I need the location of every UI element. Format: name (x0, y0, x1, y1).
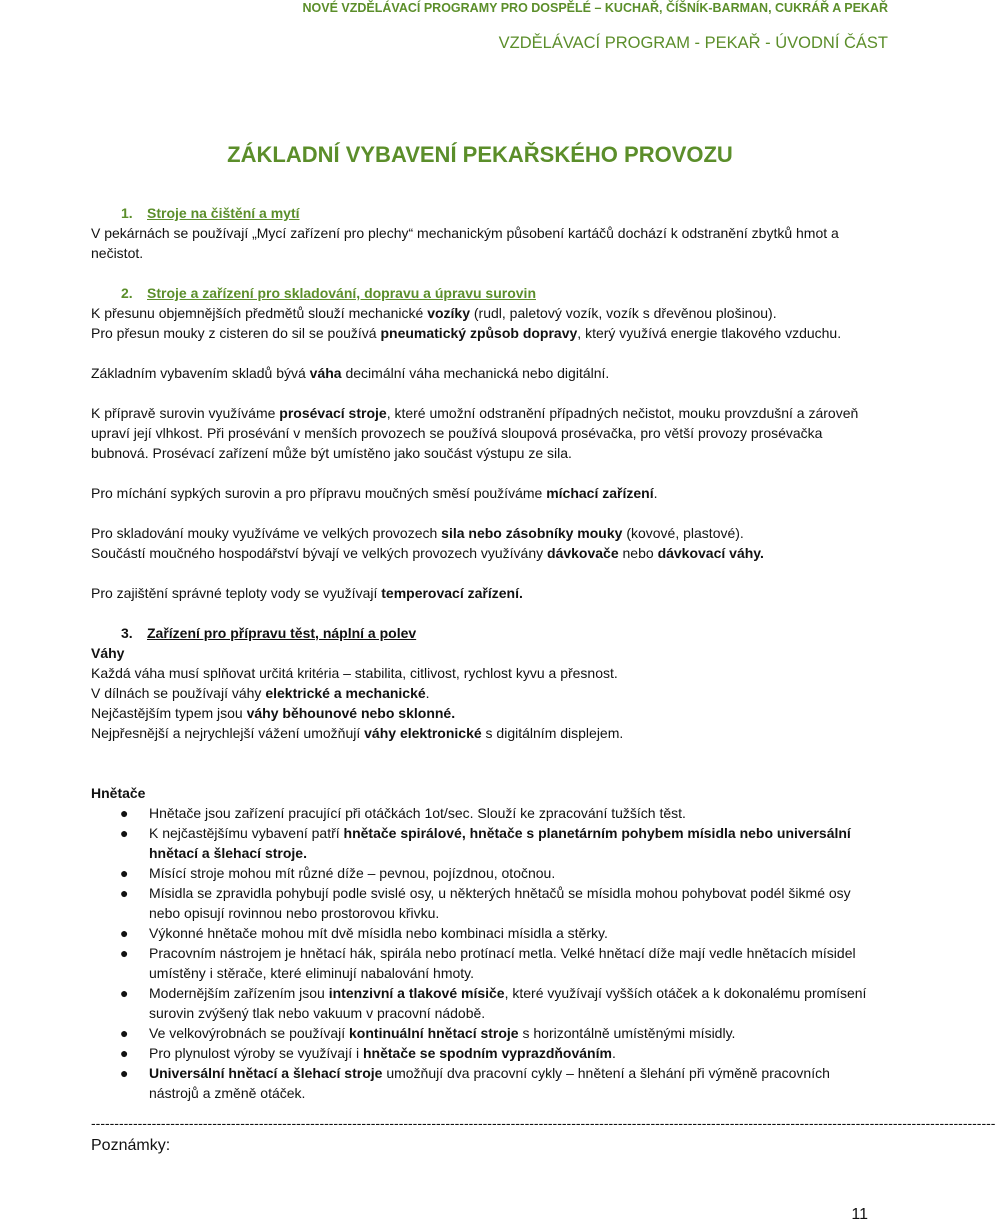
section-1-title: Stroje na čištění a mytí (147, 205, 300, 221)
list-item: ● Mísidla se zpravidla pohybují podle svislé osy, u některých hnětačů se mísidla mohou pohybovat podél šikmé osy nebo opisují rovinnou nebo prostorovou křivku. (120, 885, 851, 921)
section-1-heading (91, 203, 881, 223)
page-number: 11 (851, 1206, 868, 1223)
bullet-icon: ● (120, 885, 129, 901)
paragraph-scales: Základním vybavením skladů bývá váha decimální váha mechanická nebo digitální. (91, 365, 610, 381)
paragraph-carts: K přesunu objemnějších předmětů slouží mechanické vozíky (rudl, paletový vozík, vozík s dřevěnou plošinou). (91, 305, 777, 321)
section-3-number: 3. (121, 625, 133, 641)
paragraph-mixing: Pro míchání sypkých surovin a pro přípravu moučných směsí používáme míchací zařízení. (91, 485, 658, 501)
bullet-icon: ● (120, 805, 129, 821)
list-item: ● Modernějším zařízením jsou intenzivní a tlakové mísiče, které využívají vyšších otáček a k dokonalému promísení surovin zvýšený tlak nebo vakuum v pracovní nádobě. (120, 985, 867, 1021)
separator-line: -------------------------------------------------------------------------------------------------------------------------------------------------------------------------------------------------- (91, 1115, 995, 1131)
kneaders-list (91, 803, 881, 1103)
section-3-title: Zařízení pro přípravu těst, náplní a polev (147, 625, 417, 641)
list-item: ● Pracovním nástrojem je hnětací hák, spirála nebo protínací metla. Velké hnětací díže mají vedle hnětacích mísidel umístěny i stěrače, které eliminují nabalování hmoty. (120, 945, 856, 981)
bullet-icon: ● (120, 825, 129, 841)
section-1-number: 1. (121, 205, 133, 221)
list-item: ● Hnětače jsou zařízení pracující při otáčkách 1ot/sec. Slouží ke zpracování tužších těst. (120, 805, 686, 821)
section-2-title: Stroje a zařízení pro skladování, dopravu a úpravu surovin (147, 285, 536, 301)
section-1-text: V pekárnách se používají „Mycí zařízení pro plechy“ mechanickým působení kartáčů dochází k odstranění zbytků hmot a nečistot. (91, 225, 839, 261)
paragraph-tempering: Pro zajištění správné teploty vody se využívají temperovací zařízení. (91, 585, 523, 601)
program-header: VZDĚLÁVACÍ PROGRAM - PEKAŘ - ÚVODNÍ ČÁST (498, 34, 888, 52)
bullet-icon: ● (120, 1025, 129, 1041)
paragraph-sifting: K přípravě surovin využíváme prosévací stroje, které umožní odstranění případných nečistot, mouku provzdušní a zároveň upraví její vlhkost. Při prosévání v menších provozech se používá sloupová prosévačka, pro větší provozy prosévačka bubnová. Prosévací zařízení může být umístěno jako součást výstupu ze sila. (91, 405, 859, 461)
bullet-icon: ● (120, 1065, 129, 1081)
bullet-icon: ● (120, 945, 129, 961)
scales-heading: Váhy (91, 645, 125, 661)
list-item: ● Mísící stroje mohou mít různé díže – pevnou, pojízdnou, otočnou. (120, 865, 556, 881)
scales-line-1: Každá váha musí splňovat určitá kritéria – stabilita, citlivost, rychlost kyvu a přesnost. (91, 665, 618, 681)
list-item: ● Universální hnětací a šlehací stroje umožňují dva pracovní cykly – hnětení a šlehání při výměně pracovních nástrojů a změně otáček. (120, 1065, 830, 1101)
bullet-icon: ● (120, 865, 129, 881)
page-title: ZÁKLADNÍ VYBAVENÍ PEKAŘSKÉHO PROVOZU (227, 142, 733, 167)
series-header: NOVÉ VZDĚLÁVACÍ PROGRAMY PRO DOSPĚLÉ – KUCHAŘ, ČÍŠNÍK-BARMAN, CUKRÁŘ A PEKAŘ (302, 1, 888, 15)
paragraph-pneumatic: Pro přesun mouky z cisteren do sil se používá pneumatický způsob dopravy, který využívá energie tlakového vzduchu. (91, 325, 842, 341)
paragraph-silos: Pro skladování mouky využíváme ve velkých provozech sila nebo zásobníky mouky (kovové, plastové). (91, 525, 744, 541)
section-2-number: 2. (121, 285, 133, 301)
paragraph-dosing: Součástí moučného hospodářství bývají ve velkých provozech využívány dávkovače nebo dávkovací váhy. (91, 545, 764, 561)
list-item: ● Pro plynulost výroby se využívají i hnětače se spodním vyprazdňováním. (120, 1045, 616, 1061)
bullet-icon: ● (120, 1045, 129, 1061)
scales-line-4: Nejpřesnější a nejrychlejší vážení umožňují váhy elektronické s digitálním displejem. (91, 725, 624, 741)
list-item: ● K nejčastějšímu vybavení patří hnětače spirálové, hnětače s planetárním pohybem mísidla nebo universální hnětací a šlehací stroje. (120, 825, 851, 861)
list-item: ● Ve velkovýrobnách se používají kontinuální hnětací stroje s horizontálně umístěnými mísidly. (120, 1025, 736, 1041)
bullet-icon: ● (120, 985, 129, 1001)
section-3-heading (91, 623, 881, 643)
bullet-icon: ● (120, 925, 129, 941)
notes-label: Poznámky: (91, 1137, 171, 1154)
scales-line-3: Nejčastějším typem jsou váhy běhounové nebo sklonné. (91, 705, 456, 721)
scales-line-2: V dílnách se používají váhy elektrické a mechanické. (91, 685, 430, 701)
document-body (91, 203, 881, 1103)
kneaders-heading: Hnětače (91, 785, 146, 801)
list-item: ● Výkonné hnětače mohou mít dvě mísidla nebo kombinaci mísidla a stěrky. (120, 925, 608, 941)
section-2-heading (91, 283, 881, 303)
